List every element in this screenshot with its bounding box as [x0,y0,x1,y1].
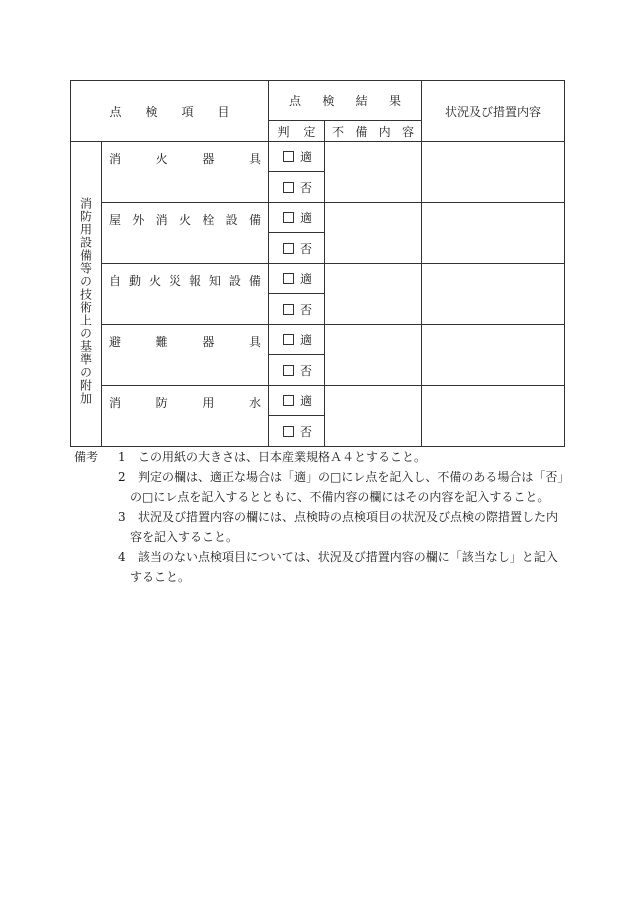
header-status: 状況及び措置内容 [422,81,565,142]
header-item-char: 目 [217,104,230,119]
checkbox-icon[interactable] [283,426,294,437]
judgement-ok[interactable] [269,142,325,172]
item-char: 報 [188,274,201,288]
header-inspection-result [269,81,422,121]
item-char: 器 [202,152,215,166]
item-char: 自 [109,274,122,288]
note-number: 4 [118,550,126,564]
header-defect-char: 内 [378,124,391,139]
item-char: 設 [228,274,241,288]
item-char: 器 [202,335,215,349]
item-char: 備 [248,213,261,227]
judgement-ok[interactable] [269,203,325,233]
item-char: 設 [225,213,238,227]
item-char: 防 [155,396,168,410]
judgement-ng[interactable] [269,355,325,386]
judgement-ok[interactable] [269,264,325,294]
item-char: 備 [248,274,261,288]
defect-cell[interactable] [325,325,422,386]
status-cell[interactable] [422,264,565,325]
judgement-ok-label: 適 [300,150,313,164]
item-char: 火 [178,213,191,227]
judgement-ok-label: 適 [300,272,313,286]
item-char: 消 [155,213,168,227]
judgement-ng-label: 否 [300,363,313,378]
note-line: の□にレ点を記入するとともに、不備内容の欄にはその内容を記入すること。 [130,490,550,504]
header-item-char: 項 [181,104,194,119]
note-item [74,467,570,507]
checkbox-icon[interactable] [283,151,294,162]
header-defect [325,121,422,142]
judgement-ng-label: 否 [300,241,313,256]
item-char: 具 [248,335,261,349]
item-char: 水 [248,396,261,410]
judgement-ng[interactable] [269,172,325,203]
header-result-char: 検 [322,94,335,108]
note-item [74,447,564,467]
header-item-char: 検 [145,104,158,119]
inspection-table [70,80,565,447]
item-char: 具 [248,152,261,166]
item-char: 知 [208,274,221,288]
note-line: この用紙の大きさは、日本産業規格Ａ４とすること。 [138,450,427,464]
checkbox-icon[interactable] [283,395,294,406]
item-row [102,386,269,447]
note-item [74,507,564,547]
checkbox-icon[interactable] [283,273,294,284]
judgement-ok[interactable] [269,325,325,355]
item-row [102,203,269,264]
defect-cell[interactable] [325,142,422,203]
side-category [71,142,102,447]
notes-label: 備考 [74,450,99,464]
item-row [102,142,269,203]
item-char: 避 [109,335,122,349]
judgement-ok[interactable] [269,386,325,416]
item-char: 屋 [109,213,122,227]
header-item-char: 点 [109,104,122,119]
judgement-ok-label: 適 [300,333,313,347]
notes-section [74,447,570,587]
header-judgement [269,121,325,142]
item-char: 消 [109,152,122,166]
note-number: 3 [118,510,126,524]
note-line: 判定の欄は、適正な場合は「適」の□にレ点を記入し、不備のある場合は「否」 [138,470,570,484]
judgement-ng[interactable] [269,294,325,325]
header-judgement-char: 定 [303,124,316,139]
header-defect-char: 備 [355,124,368,139]
side-category-label: 消防用設備等の技術上の基準の附加 [78,197,93,405]
status-cell[interactable] [422,386,565,447]
item-row [102,264,269,325]
status-cell[interactable] [422,325,565,386]
item-char: 消 [109,396,122,410]
item-char: 用 [202,396,215,410]
header-result-char: 結 [355,94,368,108]
item-char: 動 [128,274,141,288]
defect-cell[interactable] [325,386,422,447]
checkbox-icon[interactable] [283,212,294,223]
checkbox-icon[interactable] [283,304,294,315]
judgement-ok-label: 適 [300,211,313,225]
note-item [74,547,564,587]
judgement-ok-label: 適 [300,394,313,408]
header-result-char: 点 [289,94,302,108]
item-char: 火 [148,274,161,288]
note-line: 該当のない点検項目については、状況及び措置内容の欄に「該当なし」と記入 [138,550,558,564]
header-defect-char: 不 [332,124,345,139]
item-char: 外 [132,213,145,227]
item-char: 災 [168,274,181,288]
judgement-ng-label: 否 [300,424,313,439]
header-defect-char: 容 [401,124,414,139]
item-char: 火 [155,152,168,166]
judgement-ng[interactable] [269,416,325,447]
judgement-ng[interactable] [269,233,325,264]
checkbox-icon[interactable] [283,334,294,345]
checkbox-icon[interactable] [283,365,294,376]
item-row [102,325,269,386]
note-line: 状況及び措置内容の欄には、点検時の点検項目の状況及び点検の際措置した内 [138,510,559,524]
note-number: 1 [118,450,126,464]
checkbox-icon[interactable] [283,182,294,193]
note-number: 2 [118,470,126,484]
item-char: 栓 [202,213,215,227]
status-cell[interactable] [422,142,565,203]
note-line: 容を記入すること。 [130,530,239,544]
judgement-ng-label: 否 [300,302,313,317]
header-result-char: 果 [388,94,401,108]
header-inspection-item [71,81,269,142]
judgement-ng-label: 否 [300,180,313,195]
note-line: すること。 [130,570,191,584]
defect-cell[interactable] [325,264,422,325]
defect-cell[interactable] [325,203,422,264]
header-judgement-char: 判 [277,124,290,139]
checkbox-icon[interactable] [283,243,294,254]
status-cell[interactable] [422,203,565,264]
item-char: 難 [155,335,168,349]
